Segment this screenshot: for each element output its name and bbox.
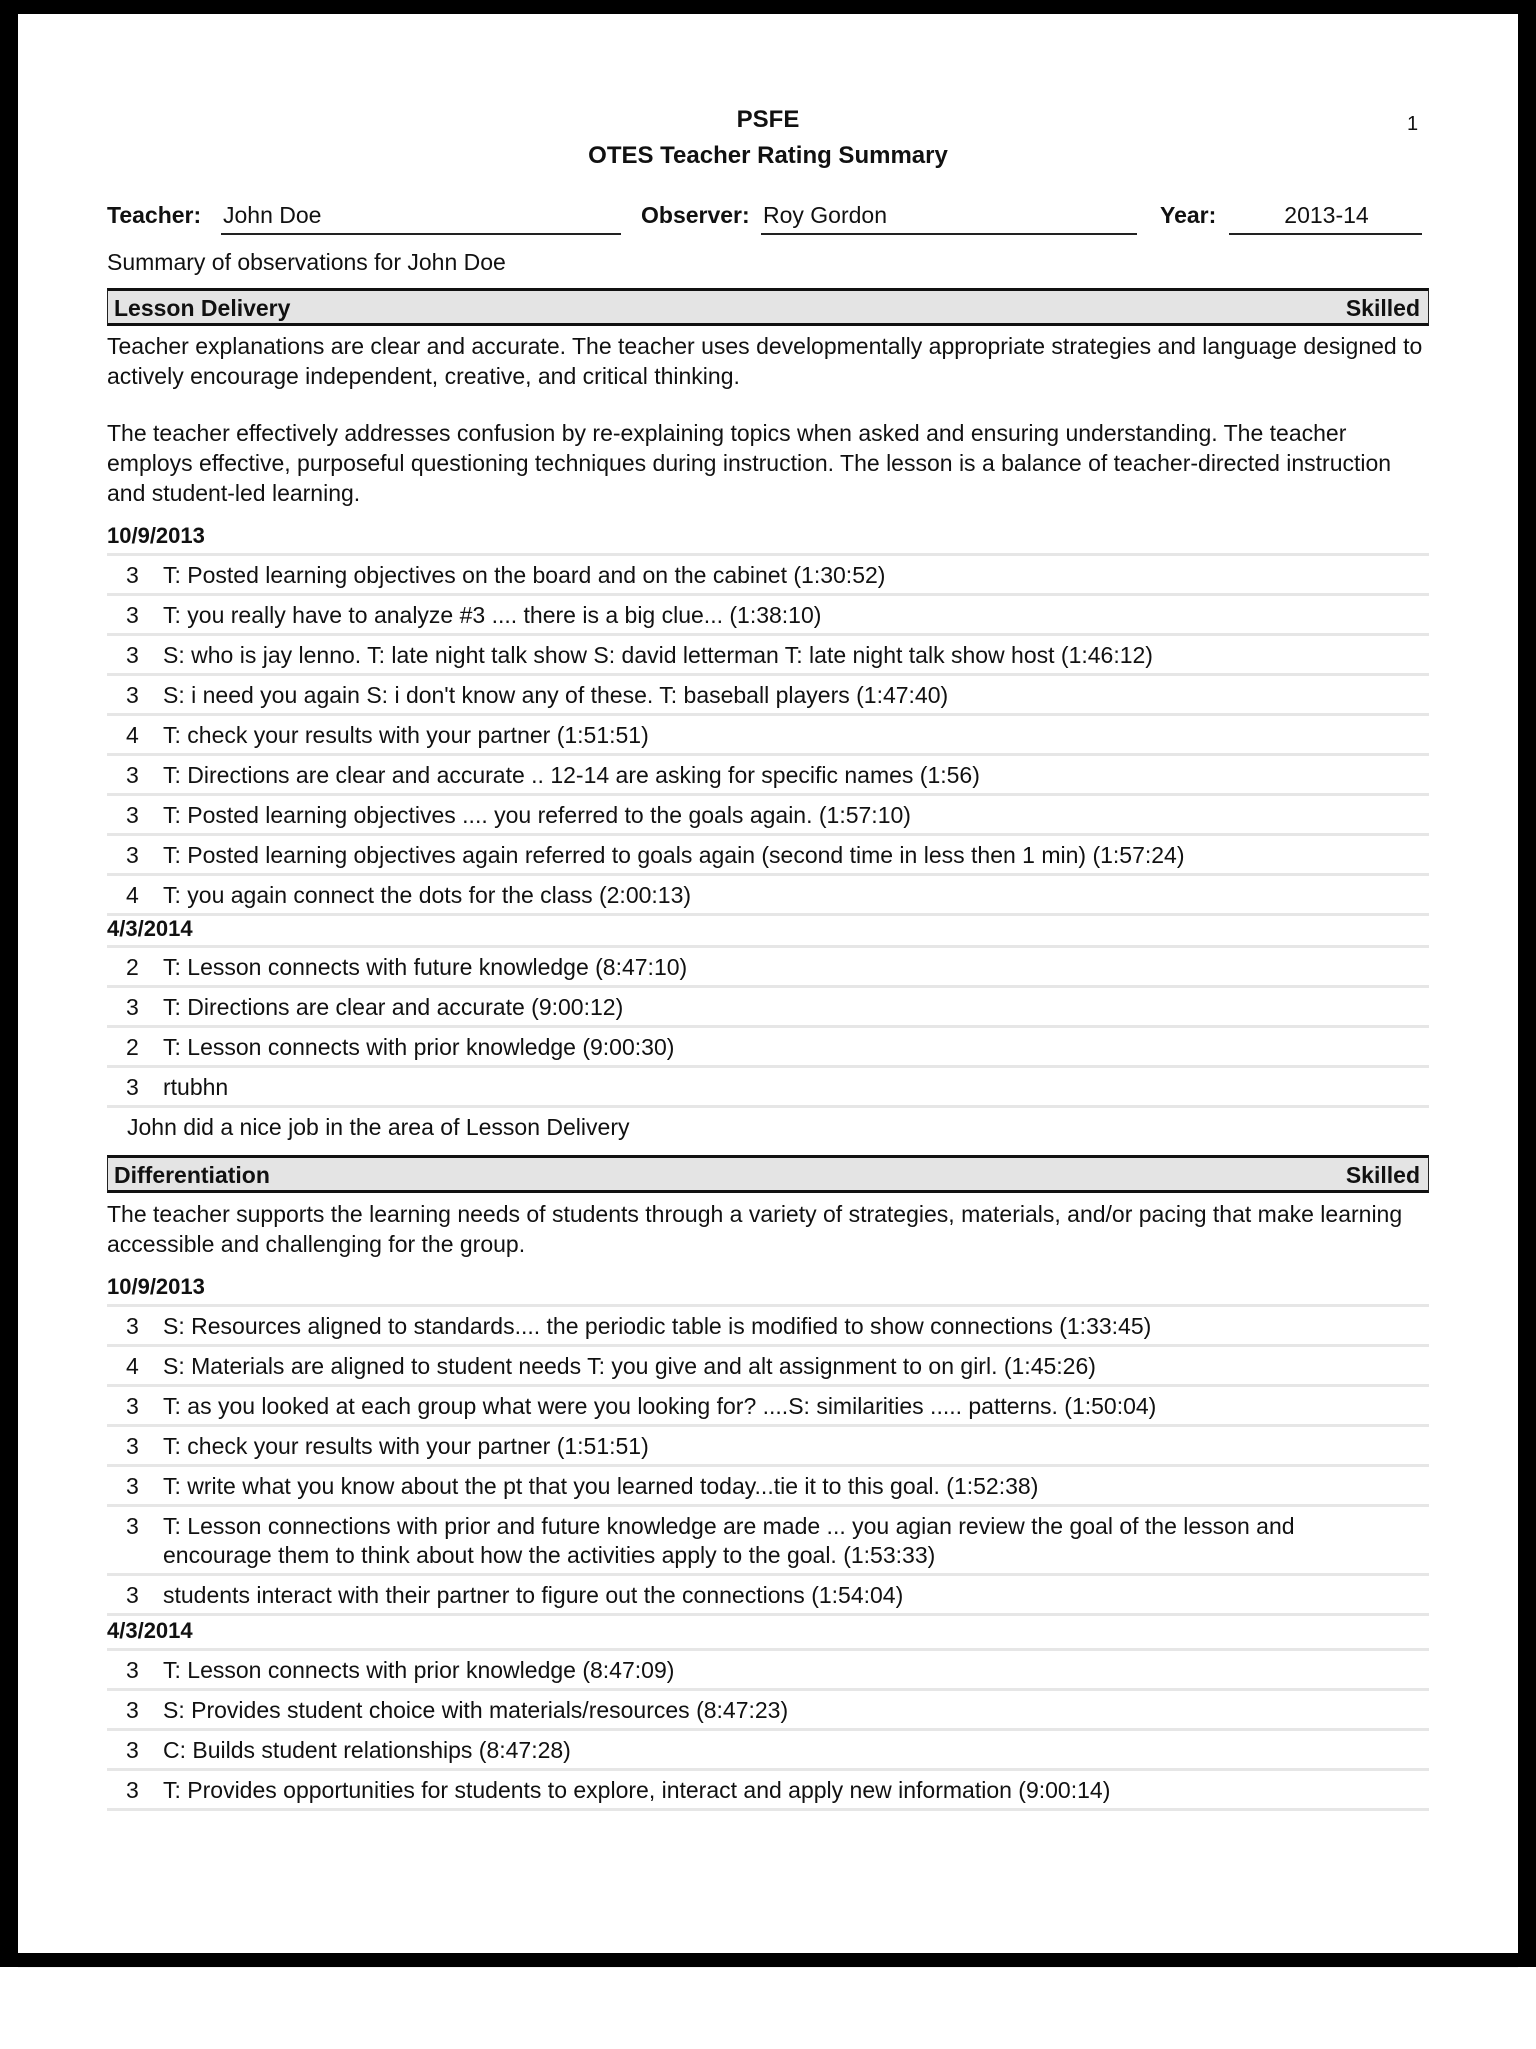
year-label: Year: bbox=[1160, 202, 1217, 228]
observation-text: T: write what you know about the pt that you learned today...tie it to this goal. (1:52:38) bbox=[163, 1473, 1039, 1499]
observation-score: 3 bbox=[126, 642, 139, 668]
observation-text: S: Materials are aligned to student needs T: you give and alt assignment to on girl. (1:45:26) bbox=[163, 1353, 1096, 1379]
summary-line: Summary of observations for John Doe bbox=[107, 249, 506, 275]
observation-score: 3 bbox=[126, 762, 139, 788]
observation-text: T: as you looked at each group what were you looking for? ....S: similarities ..... patterns. (1:50:04) bbox=[163, 1393, 1157, 1419]
observation-list bbox=[107, 1648, 1429, 1811]
observation-score: 3 bbox=[126, 1074, 139, 1100]
observation-score: 3 bbox=[126, 1433, 139, 1459]
observation-text: S: Provides student choice with materials/resources (8:47:23) bbox=[163, 1697, 789, 1723]
page-frame-top bbox=[0, 0, 1536, 14]
observation-row bbox=[107, 1387, 1429, 1427]
observation-text: T: Provides opportunities for students to explore, interact and apply new information (9:00:14) bbox=[163, 1777, 1111, 1803]
next-page-edge bbox=[18, 1967, 1518, 2049]
teacher-field bbox=[221, 200, 621, 235]
section-rating: Skilled bbox=[1345, 295, 1420, 321]
observation-score: 3 bbox=[126, 1777, 139, 1803]
observation-score: 2 bbox=[126, 1034, 139, 1060]
observation-row bbox=[107, 756, 1429, 796]
observation-text: T: Posted learning objectives again referred to goals again (second time in less then 1 min) (1:57:24) bbox=[163, 842, 1185, 868]
observation-row bbox=[107, 836, 1429, 876]
observation-list bbox=[107, 553, 1429, 916]
observation-text: T: Directions are clear and accurate (9:00:12) bbox=[163, 994, 624, 1020]
observation-row bbox=[107, 1731, 1429, 1771]
observation-score: 3 bbox=[126, 1657, 139, 1683]
observation-text: T: Lesson connects with prior knowledge (8:47:09) bbox=[163, 1657, 675, 1683]
observation-text: rtubhn bbox=[163, 1074, 229, 1100]
page-frame-bottom bbox=[0, 1953, 1536, 1967]
observation-text: T: Lesson connects with future knowledge (8:47:10) bbox=[163, 954, 688, 980]
observation-row bbox=[107, 1028, 1429, 1068]
section-comment: John did a nice job in the area of Lesson Delivery bbox=[127, 1114, 630, 1140]
observation-row bbox=[107, 948, 1429, 988]
page-frame-left bbox=[0, 0, 18, 1967]
observation-score: 3 bbox=[126, 1513, 139, 1539]
observation-row bbox=[107, 1467, 1429, 1507]
observation-score: 3 bbox=[126, 842, 139, 868]
observation-text: S: who is jay lenno. T: late night talk show S: david letterman T: late night talk show host (1:46:12) bbox=[163, 642, 1153, 668]
observation-row bbox=[107, 1307, 1429, 1347]
observation-text: T: you again connect the dots for the class (2:00:13) bbox=[163, 882, 692, 908]
observation-row bbox=[107, 716, 1429, 756]
section-header-differentiation bbox=[107, 1155, 1429, 1193]
organization-title: PSFE bbox=[736, 106, 800, 133]
observation-text: C: Builds student relationships (8:47:28) bbox=[163, 1737, 571, 1763]
section-rating: Skilled bbox=[1345, 1162, 1420, 1188]
observation-text: T: Posted learning objectives .... you referred to the goals again. (1:57:10) bbox=[163, 802, 911, 828]
observation-row bbox=[107, 1691, 1429, 1731]
observation-score: 4 bbox=[126, 882, 139, 908]
observation-text: S: Resources aligned to standards.... the periodic table is modified to show connections (1:33:45) bbox=[163, 1313, 1152, 1339]
observation-text: students interact with their partner to figure out the connections (1:54:04) bbox=[163, 1582, 904, 1608]
observation-score: 4 bbox=[126, 1353, 139, 1379]
observer-value: Roy Gordon bbox=[763, 202, 888, 228]
section-description: The teacher supports the learning needs of students through a variety of strategies, materials, and/or pacing that make learning accessible and challenging for the group. bbox=[107, 1201, 1403, 1257]
observation-row bbox=[107, 1651, 1429, 1691]
observation-text: T: Posted learning objectives on the board and on the cabinet (1:30:52) bbox=[163, 562, 886, 588]
report-title: OTES Teacher Rating Summary bbox=[588, 142, 948, 169]
observation-row bbox=[107, 1427, 1429, 1467]
observation-row bbox=[107, 636, 1429, 676]
observer-label: Observer: bbox=[641, 202, 750, 228]
observation-row bbox=[107, 876, 1429, 916]
teacher-value: John Doe bbox=[223, 202, 322, 228]
observation-score: 3 bbox=[126, 682, 139, 708]
observation-row bbox=[107, 1507, 1429, 1576]
observation-row bbox=[107, 796, 1429, 836]
observation-text: T: Lesson connects with prior knowledge (9:00:30) bbox=[163, 1034, 675, 1060]
observation-row bbox=[107, 596, 1429, 636]
observation-row bbox=[107, 1576, 1429, 1616]
observation-list bbox=[107, 1304, 1429, 1616]
observation-score: 3 bbox=[126, 1737, 139, 1763]
year-field bbox=[1229, 200, 1422, 235]
observation-row bbox=[107, 988, 1429, 1028]
page-frame-right bbox=[1518, 0, 1536, 1967]
observer-field bbox=[761, 200, 1137, 235]
observation-text: T: Lesson connections with prior and future knowledge are made ... you agian review the goal of the lesson and encourage them to think about how the activities apply to the goal. (1:53:33) bbox=[163, 1513, 1295, 1568]
observation-score: 3 bbox=[126, 1473, 139, 1499]
observation-date: 4/3/2014 bbox=[107, 1618, 193, 1643]
section-header-lesson-delivery bbox=[107, 288, 1429, 326]
observation-text: T: check your results with your partner (1:51:51) bbox=[163, 1433, 649, 1459]
observation-score: 3 bbox=[126, 802, 139, 828]
observation-date: 10/9/2013 bbox=[107, 1274, 205, 1299]
observation-list bbox=[107, 945, 1429, 1108]
observation-text: T: check your results with your partner (1:51:51) bbox=[163, 722, 649, 748]
teacher-label: Teacher: bbox=[107, 202, 202, 228]
observation-score: 4 bbox=[126, 722, 139, 748]
observation-score: 3 bbox=[126, 1313, 139, 1339]
observation-date: 10/9/2013 bbox=[107, 523, 205, 548]
observation-score: 3 bbox=[126, 1582, 139, 1608]
observation-text: T: Directions are clear and accurate .. 12-14 are asking for specific names (1:56) bbox=[163, 762, 980, 788]
section-title: Lesson Delivery bbox=[114, 295, 291, 321]
observation-score: 3 bbox=[126, 1393, 139, 1419]
observation-row bbox=[107, 556, 1429, 596]
observation-text: T: you really have to analyze #3 .... there is a big clue... (1:38:10) bbox=[163, 602, 822, 628]
observation-date: 4/3/2014 bbox=[107, 916, 193, 941]
observation-text: S: i need you again S: i don't know any of these. T: baseball players (1:47:40) bbox=[163, 682, 949, 708]
observation-row bbox=[107, 676, 1429, 716]
page-number: 1 bbox=[1407, 113, 1419, 135]
observation-score: 3 bbox=[126, 562, 139, 588]
observation-row bbox=[107, 1771, 1429, 1811]
observation-score: 3 bbox=[126, 1697, 139, 1723]
observation-score: 3 bbox=[126, 602, 139, 628]
observation-score: 2 bbox=[126, 954, 139, 980]
section-description: Teacher explanations are clear and accurate. The teacher uses developmentally appropriate strategies and language designed to actively encourage independent, creative, and critical thinking. bbox=[107, 333, 1423, 389]
year-value: 2013-14 bbox=[1284, 202, 1369, 228]
section-description: The teacher effectively addresses confusion by re-explaining topics when asked and ensuring understanding. The teacher employs effective, purposeful questioning techniques during instruction. The lesson is a balance of teacher-directed instruction and student-led learning. bbox=[107, 420, 1392, 506]
section-title: Differentiation bbox=[114, 1162, 270, 1188]
observation-row bbox=[107, 1068, 1429, 1108]
observation-score: 3 bbox=[126, 994, 139, 1020]
observation-row bbox=[107, 1347, 1429, 1387]
